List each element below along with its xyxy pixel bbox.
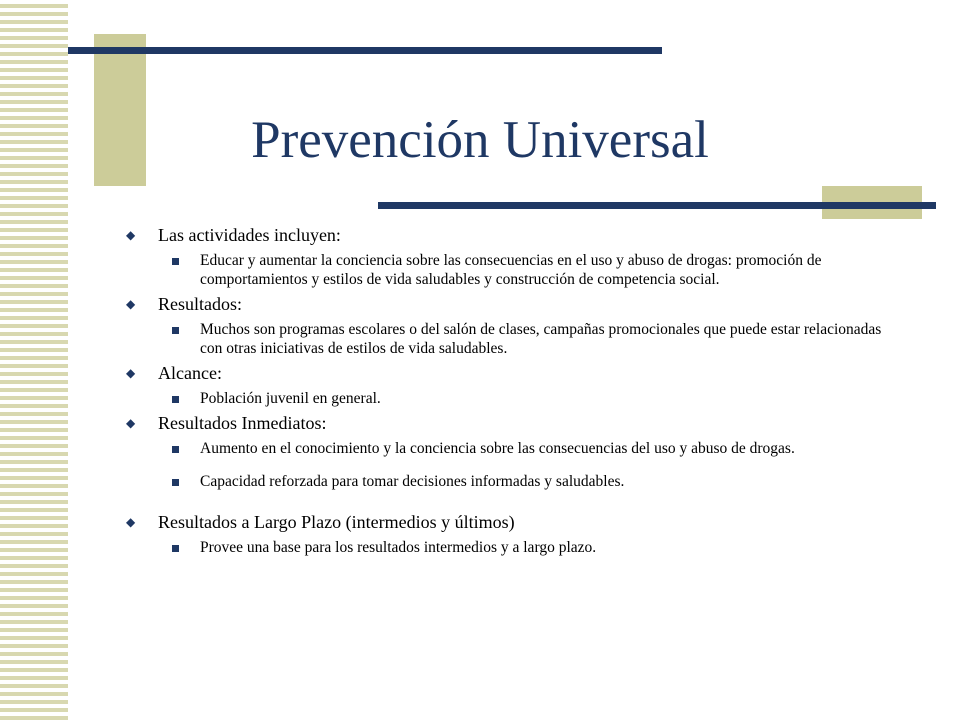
- sub-bullet: [124, 389, 884, 408]
- sub-bullet: [124, 251, 884, 289]
- sub-bullet-text: Población juvenil en general.: [200, 390, 381, 407]
- square-bullet-icon: [172, 545, 179, 552]
- sub-bullet-text: Provee una base para los resultados intermedios y a largo plazo.: [200, 539, 597, 556]
- square-bullet-icon: [172, 258, 179, 265]
- sub-bullet: [124, 538, 884, 557]
- diamond-bullet-icon: ◆: [126, 515, 136, 529]
- sub-bullet-text: Capacidad reforzada para tomar decisiones informadas y saludables.: [200, 473, 625, 490]
- bullet-label: Alcance:: [158, 363, 222, 383]
- sub-bullet-text: Educar y aumentar la conciencia sobre las consecuencias en el uso y abuso de drogas: promoción de comportamientos y estilos de vida saludables y construcción de competencia social.: [200, 252, 822, 288]
- bullet-resultados-inmediatos: [124, 412, 884, 434]
- decor-line-top: [68, 47, 662, 54]
- bullet-label: Resultados Inmediatos:: [158, 413, 327, 433]
- bullet-label: Las actividades incluyen:: [158, 225, 341, 245]
- diamond-bullet-icon: ◆: [126, 297, 136, 311]
- sub-bullet-text: Muchos son programas escolares o del salón de clases, campañas promocionales que puede estar relacionadas con otras iniciativas de estilos de vida saludables.: [200, 321, 882, 357]
- striped-margin: [0, 0, 68, 720]
- slide-content: [124, 220, 884, 557]
- diamond-bullet-icon: ◆: [126, 366, 136, 380]
- bullet-resultados-largo-plazo: [124, 511, 884, 533]
- bullet-resultados: [124, 293, 884, 315]
- diamond-bullet-icon: ◆: [126, 228, 136, 242]
- decor-block-top: [94, 34, 146, 186]
- bullet-alcance: [124, 362, 884, 384]
- sub-bullet: [124, 439, 884, 458]
- sub-bullet: [124, 472, 884, 491]
- decor-line-right: [378, 202, 936, 209]
- bullet-label: Resultados a Largo Plazo (intermedios y últimos): [158, 512, 515, 532]
- sub-bullet: [124, 320, 884, 358]
- sub-bullet-text: Aumento en el conocimiento y la conciencia sobre las consecuencias del uso y abuso de drogas.: [200, 440, 795, 457]
- square-bullet-icon: [172, 327, 179, 334]
- bullet-actividades: [124, 224, 884, 246]
- bullet-label: Resultados:: [158, 294, 242, 314]
- slide-title: Prevención Universal: [251, 111, 709, 169]
- square-bullet-icon: [172, 446, 179, 453]
- square-bullet-icon: [172, 396, 179, 403]
- diamond-bullet-icon: ◆: [126, 416, 136, 430]
- square-bullet-icon: [172, 479, 179, 486]
